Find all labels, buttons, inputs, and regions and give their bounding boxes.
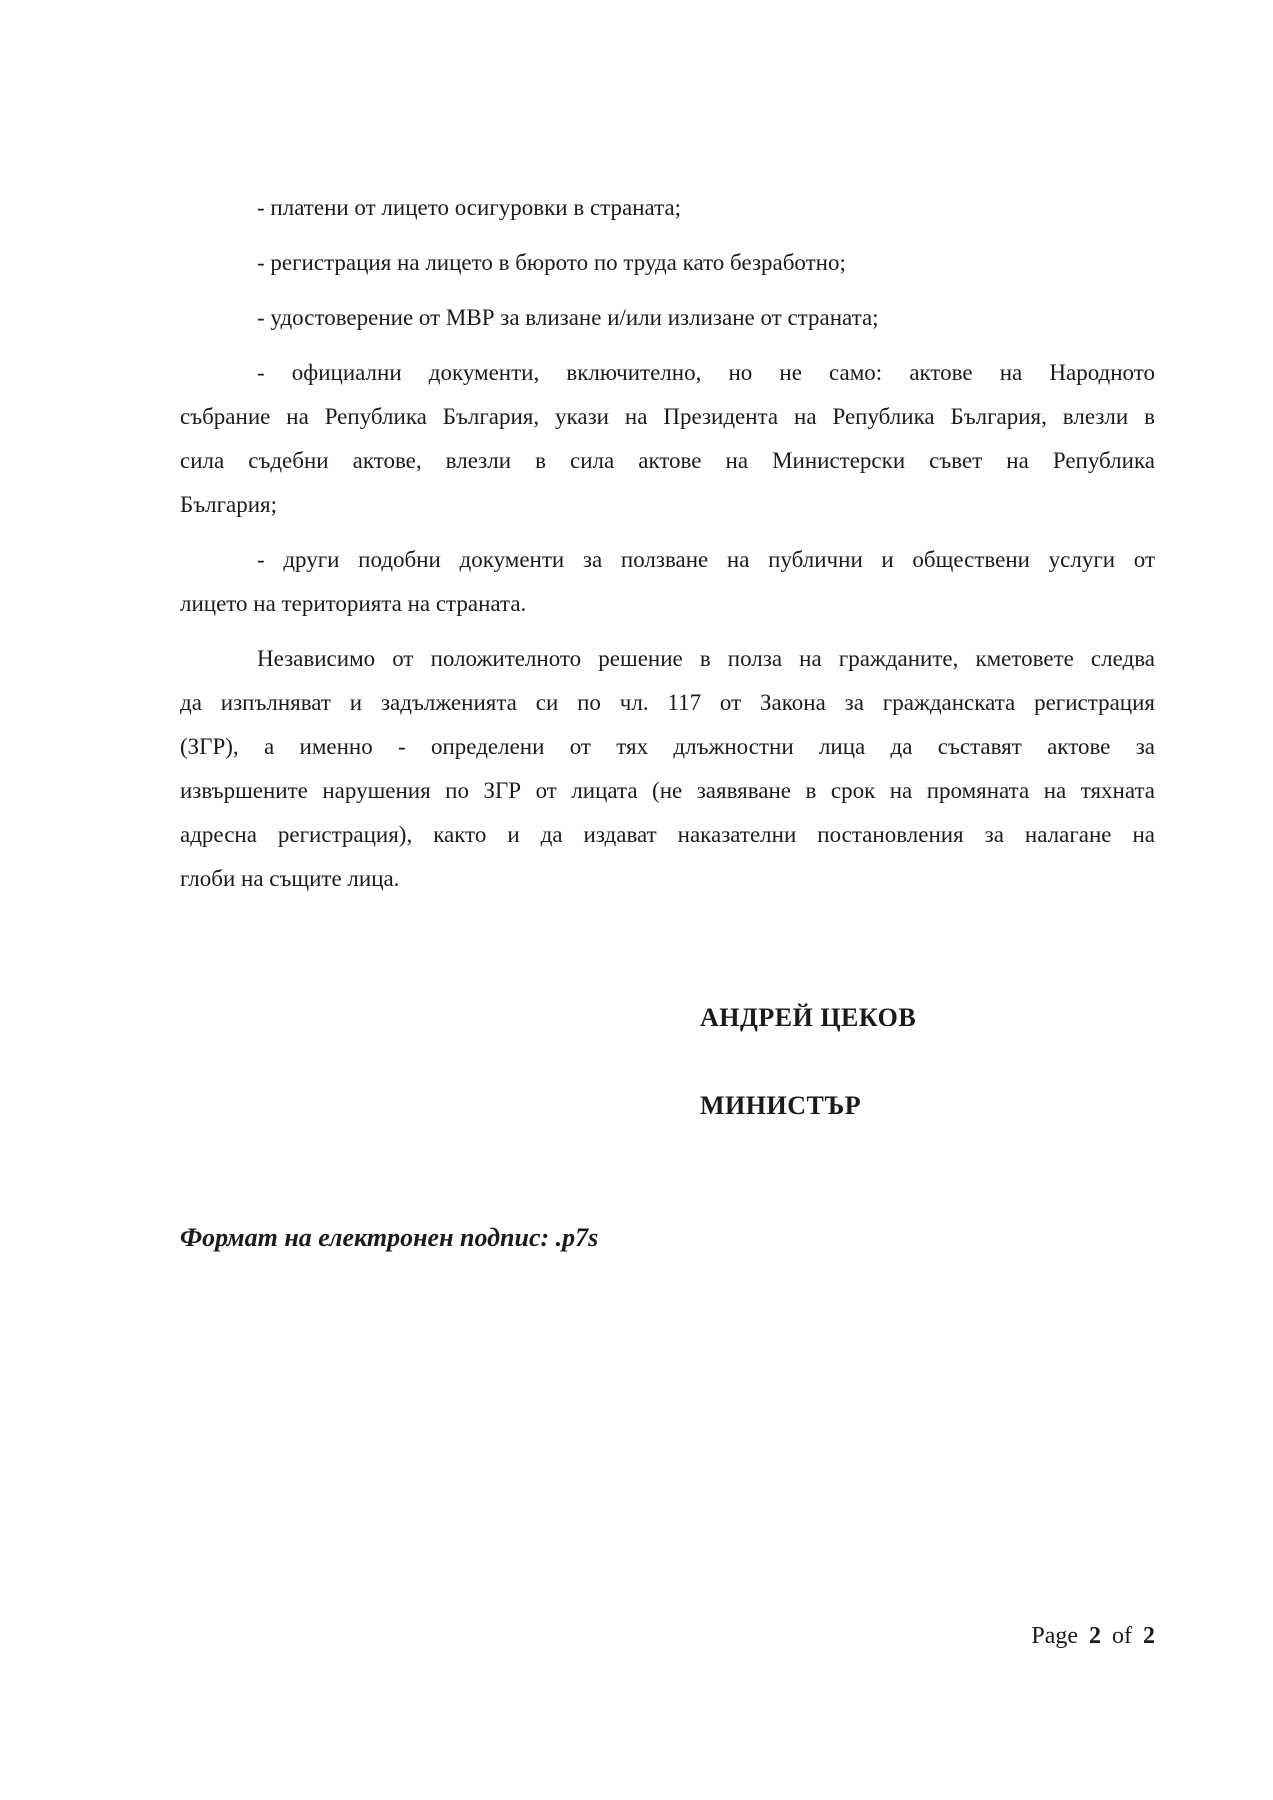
text-line: - платени от лицето осигуровки в страната; <box>257 195 682 220</box>
footer-separator: of <box>1112 1623 1132 1649</box>
text-line: адресна регистрация), както и да издават наказателни постановления за налагане на <box>180 822 1155 847</box>
text-line: (ЗГР), а именно - определени от тях длъжностни лица да съставят актове за <box>180 734 1155 759</box>
page-footer <box>180 1620 1155 1652</box>
text-line: - удостоверение от МВР за влизане и/или излизане от страната; <box>257 305 879 330</box>
text-line: - официални документи, включително, но не само: актове на Народното <box>257 360 1155 385</box>
text-line: - регистрация на лицето в бюрото по труда като безработно; <box>257 250 846 275</box>
document-body <box>180 186 1155 912</box>
text-line: България; <box>180 492 277 517</box>
text-line: да изпълняват и задълженията си по чл. 117 от Закона за гражданската регистрация <box>180 690 1155 715</box>
text-line: лицето на територията на страната. <box>180 591 527 616</box>
text-line: събрание на Република България, укази на Президента на Република България, влезли в <box>180 404 1155 429</box>
signature-name: АНДРЕЙ ЦЕКОВ <box>700 1003 917 1032</box>
signature-title: МИНИСТЪР <box>700 1091 862 1120</box>
page-number: 2 <box>1089 1623 1101 1649</box>
text-line: извършените нарушения по ЗГР от лицата (не заявяване в срок на промяната на тяхната <box>180 778 1155 803</box>
total-pages: 2 <box>1143 1623 1155 1649</box>
signature-format-note: Формат на електронен подпис: .p7s <box>180 1223 599 1252</box>
text-line: сила съдебни актове, влезли в сила актове на Министерски съвет на Република <box>180 448 1155 473</box>
signature-block <box>700 1000 916 1124</box>
text-line: глоби на същите лица. <box>180 866 400 891</box>
text-line: Независимо от положителното решение в полза на гражданите, кметовете следва <box>257 646 1155 671</box>
text-line: - други подобни документи за ползване на публични и обществени услуги от <box>257 547 1155 572</box>
footer-prefix: Page <box>1031 1623 1078 1649</box>
